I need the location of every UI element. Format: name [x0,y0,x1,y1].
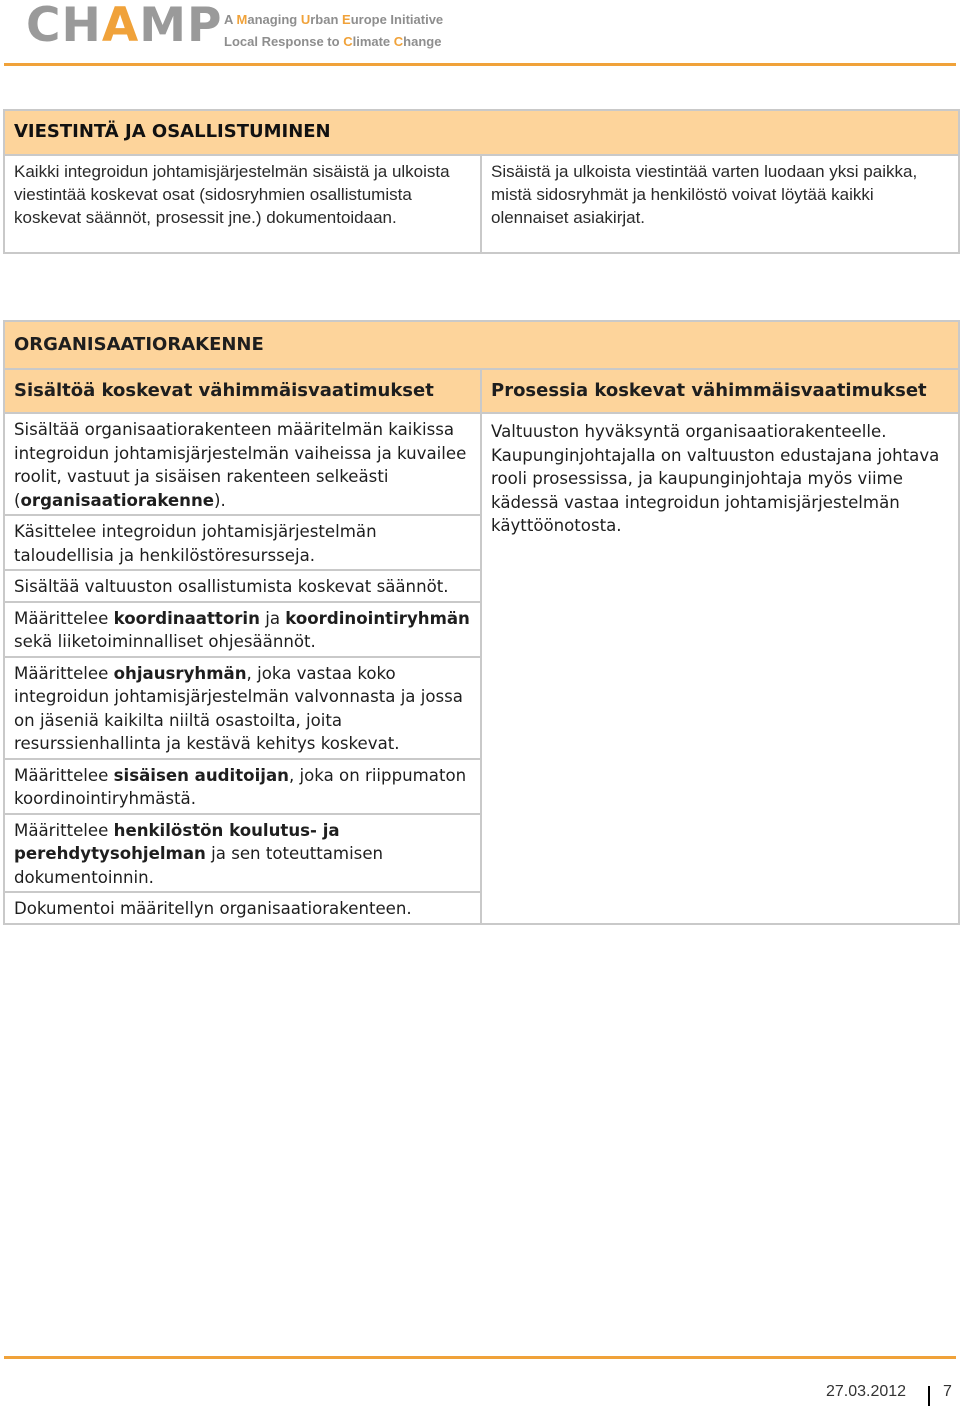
requirement-row: Dokumentoi määritellyn organisaatiorakenteen. [4,892,481,924]
process-requirements-cell: Valtuuston hyväksyntä organisaatiorakenteelle. Kaupunginjohtajalla on valtuuston edustajana johtava rooli prosessissa, ja kaupunginjohtaja myös viime kädessä vastaa integroidun johtamisjärjestelmän käyttöönotosta. [481,413,959,924]
footer-date: 27.03.2012 [826,1383,907,1400]
communication-table [3,109,960,254]
requirement-row: Määrittelee henkilöstön koulutus- ja perehdytysohjelman ja sen toteuttamisen dokumentoinnin. [4,814,481,893]
champ-logo [26,2,466,54]
section-title: VIESTINTÄ JA OSALLISTUMINEN [4,110,959,155]
requirement-row: Määrittelee ohjausryhmän, joka vastaa koko integroidun johtamisjärjestelmän valvonnasta ja jossa on jäseniä kaikilta niiltä osastoilta, joita resurssienhallinta ja kestävä kehitys koskevat. [4,657,481,759]
logo-tagline [224,9,443,53]
requirement-row: Sisältää valtuuston osallistumista koskevat säännöt. [4,570,481,602]
footer-separator [928,1386,930,1406]
requirement-row: Määrittelee koordinaattorin ja koordinointiryhmän sekä liiketoiminnalliset ohjesäännöt. [4,602,481,657]
process-requirements-header: Prosessia koskevat vähimmäisvaatimukset [481,369,959,413]
logo-tagline-line1: A Managing Urban Europe Initiative [224,12,444,27]
communication-process-cell: Sisäistä ja ulkoista viestintää varten luodaan yksi paikka, mistä sidosryhmät ja henkilöstö voivat löytää kaikki olennaiset asiakirjat. [481,155,959,253]
section-title: ORGANISAATIORAKENNE [4,321,959,369]
header-divider [4,63,956,66]
organisation-table [3,320,960,925]
logo-tagline-line2: Local Response to Climate Change [224,34,442,49]
requirement-row: Määrittelee sisäisen auditoijan, joka on riippumaton koordinointiryhmästä. [4,759,481,814]
logo-wordmark: CHAMP [26,0,223,53]
requirement-row: Käsittelee integroidun johtamisjärjestelmän taloudellisia ja henkilöstöresursseja. [4,515,481,570]
communication-content-cell: Kaikki integroidun johtamisjärjestelmän sisäistä ja ulkoista viestintää koskevat osat (sidosryhmien osallistumista koskevat säännöt, prosessit jne.) dokumentoidaan. [4,155,481,253]
content-requirements-header: Sisältöä koskevat vähimmäisvaatimukset [4,369,481,413]
page-number: 7 [943,1383,952,1400]
requirement-row: Sisältää organisaatiorakenteen määritelmän kaikissa integroidun johtamisjärjestelmän vaiheissa ja kuvailee roolit, vastuut ja sisäisen rakenteen selkeästi (organisaatiorakenne). [4,413,481,515]
footer-divider [4,1356,956,1359]
